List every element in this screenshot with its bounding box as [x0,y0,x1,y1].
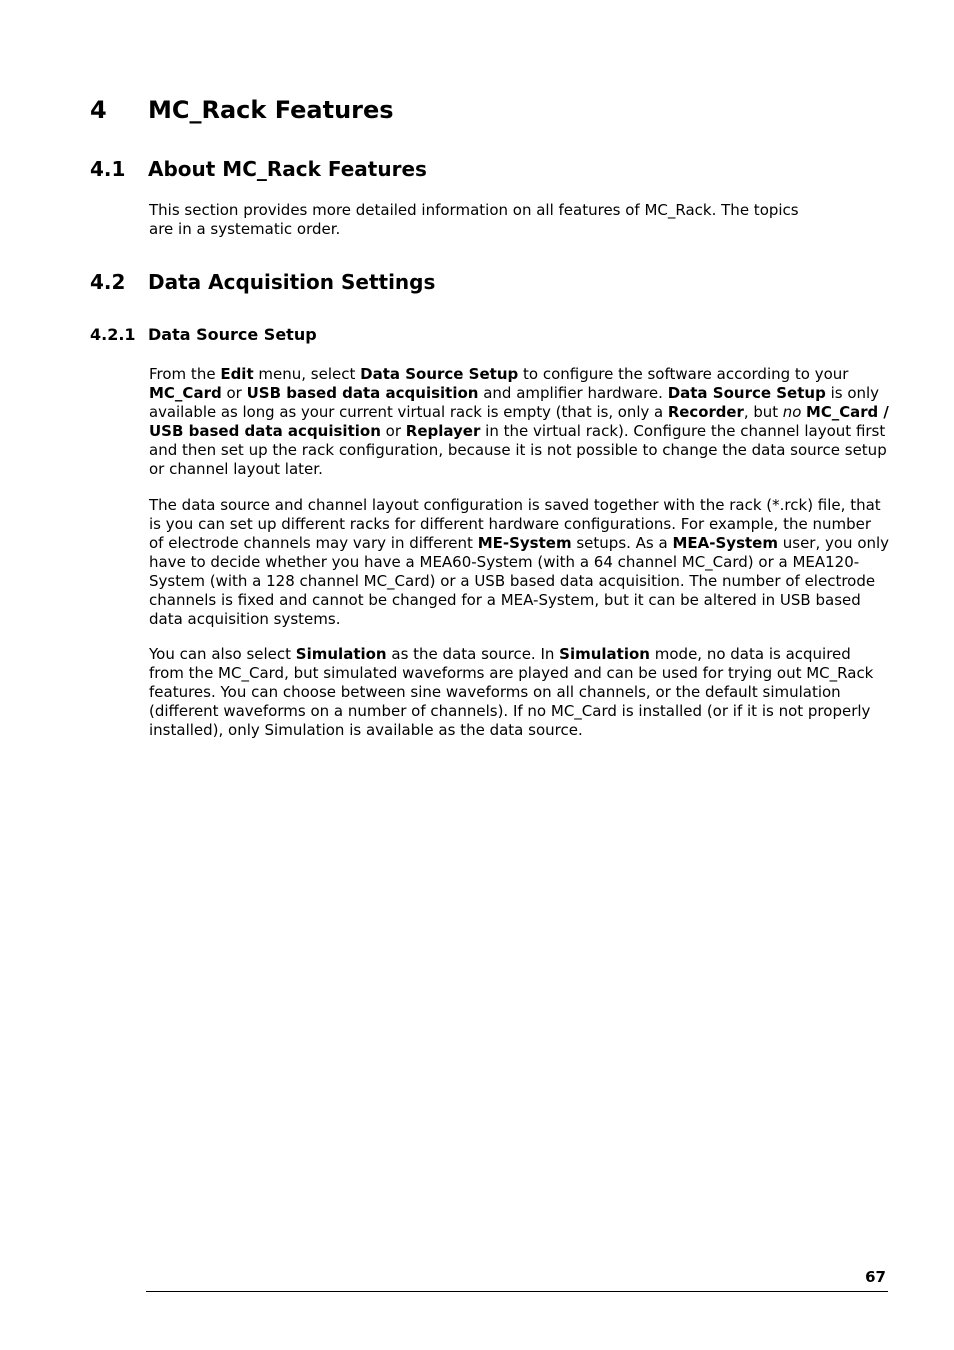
text-line: data acquisition systems. [149,610,341,628]
chapter-heading [90,93,394,127]
text-line [149,384,889,403]
text-run: , but [743,403,783,421]
command-name: Data Source Setup [360,365,519,383]
section-heading-4-1 [90,155,427,183]
text-run: mode, no data is acquired [649,645,851,663]
section-4-1-paragraph [149,201,889,239]
term: MC_Card / [806,403,889,421]
emphasis: no [782,403,802,421]
paragraph-rack-configuration [149,496,889,629]
term: Simulation [295,645,387,663]
text-run: available as long as your current virtual rack is empty (that is, only a [149,403,668,421]
term: USB based data acquisition [246,384,479,402]
text-line: are in a systematic order. [149,220,341,238]
text-run: or [221,384,247,402]
text-line: is you can set up different racks for different hardware configurations. For example, the number [149,515,871,533]
text-line: and then set up the rack configuration, because it is not possible to change the data source setup [149,441,887,459]
chapter-title: MC_Rack Features [148,96,394,124]
term: MEA-System [672,534,778,552]
paragraph-data-source-setup [149,365,889,479]
footer-divider [146,1291,888,1292]
text-run: or [380,422,406,440]
text-line: (different waveforms on a number of channels). If no MC_Card is installed (or if it is not properly [149,702,871,720]
term: MC_Card [149,384,222,402]
paragraph-simulation [149,645,889,740]
term: ME-System [477,534,572,552]
text-run: as the data source. In [386,645,560,663]
text-line: System (with a 128 channel MC_Card) or a USB based data acquisition. The number of electrode [149,572,876,590]
section-number: 4.1 [90,157,126,181]
section-heading-4-2 [90,268,435,296]
command-name: Data Source Setup [667,384,826,402]
text-line: from the MC_Card, but simulated waveforms are played and can be used for trying out MC_Rack [149,664,874,682]
subsection-title: Data Source Setup [148,325,317,344]
text-run: You can also select [149,645,296,663]
term: Replayer [405,422,481,440]
text-run: to configure the software according to your [518,365,849,383]
text-run: is only [825,384,880,402]
term: Simulation [559,645,650,663]
subsection-number: 4.2.1 [90,325,136,344]
section-number: 4.2 [90,270,126,294]
page-number: 67 [865,1268,886,1286]
text-line: or channel layout later. [149,460,323,478]
text-run: setups. As a [571,534,673,552]
text-run: and amplifier hardware. [478,384,668,402]
section-title: Data Acquisition Settings [148,270,436,294]
text-run: of electrode channels may vary in different [149,534,478,552]
text-line: This section provides more detailed information on all features of MC_Rack. The topics [149,201,799,219]
text-line: features. You can choose between sine waveforms on all channels, or the default simulation [149,683,841,701]
text-line: The data source and channel layout configuration is saved together with the rack (*.rck) file, that [149,496,881,514]
text-run: From the [149,365,221,383]
text-line: have to decide whether you have a MEA60-System (with a 64 channel MC_Card) or a MEA120- [149,553,860,571]
term: USB based data acquisition [149,422,381,440]
text-line [149,534,889,553]
menu-name: Edit [220,365,254,383]
text-run: user, you only [777,534,890,552]
subsection-heading-4-2-1 [90,324,317,346]
text-line: channels is fixed and cannot be changed for a MEA-System, but it can be altered in USB based [149,591,861,609]
text-line [149,365,889,384]
chapter-number: 4 [90,96,107,124]
text-line [149,422,889,441]
text-line [149,645,889,664]
text-line [149,403,889,422]
text-run: menu, select [253,365,361,383]
section-title: About MC_Rack Features [148,157,427,181]
text-line: installed), only Simulation is available as the data source. [149,721,583,739]
text-run: in the virtual rack). Configure the channel layout first [480,422,886,440]
term: Recorder [667,403,744,421]
